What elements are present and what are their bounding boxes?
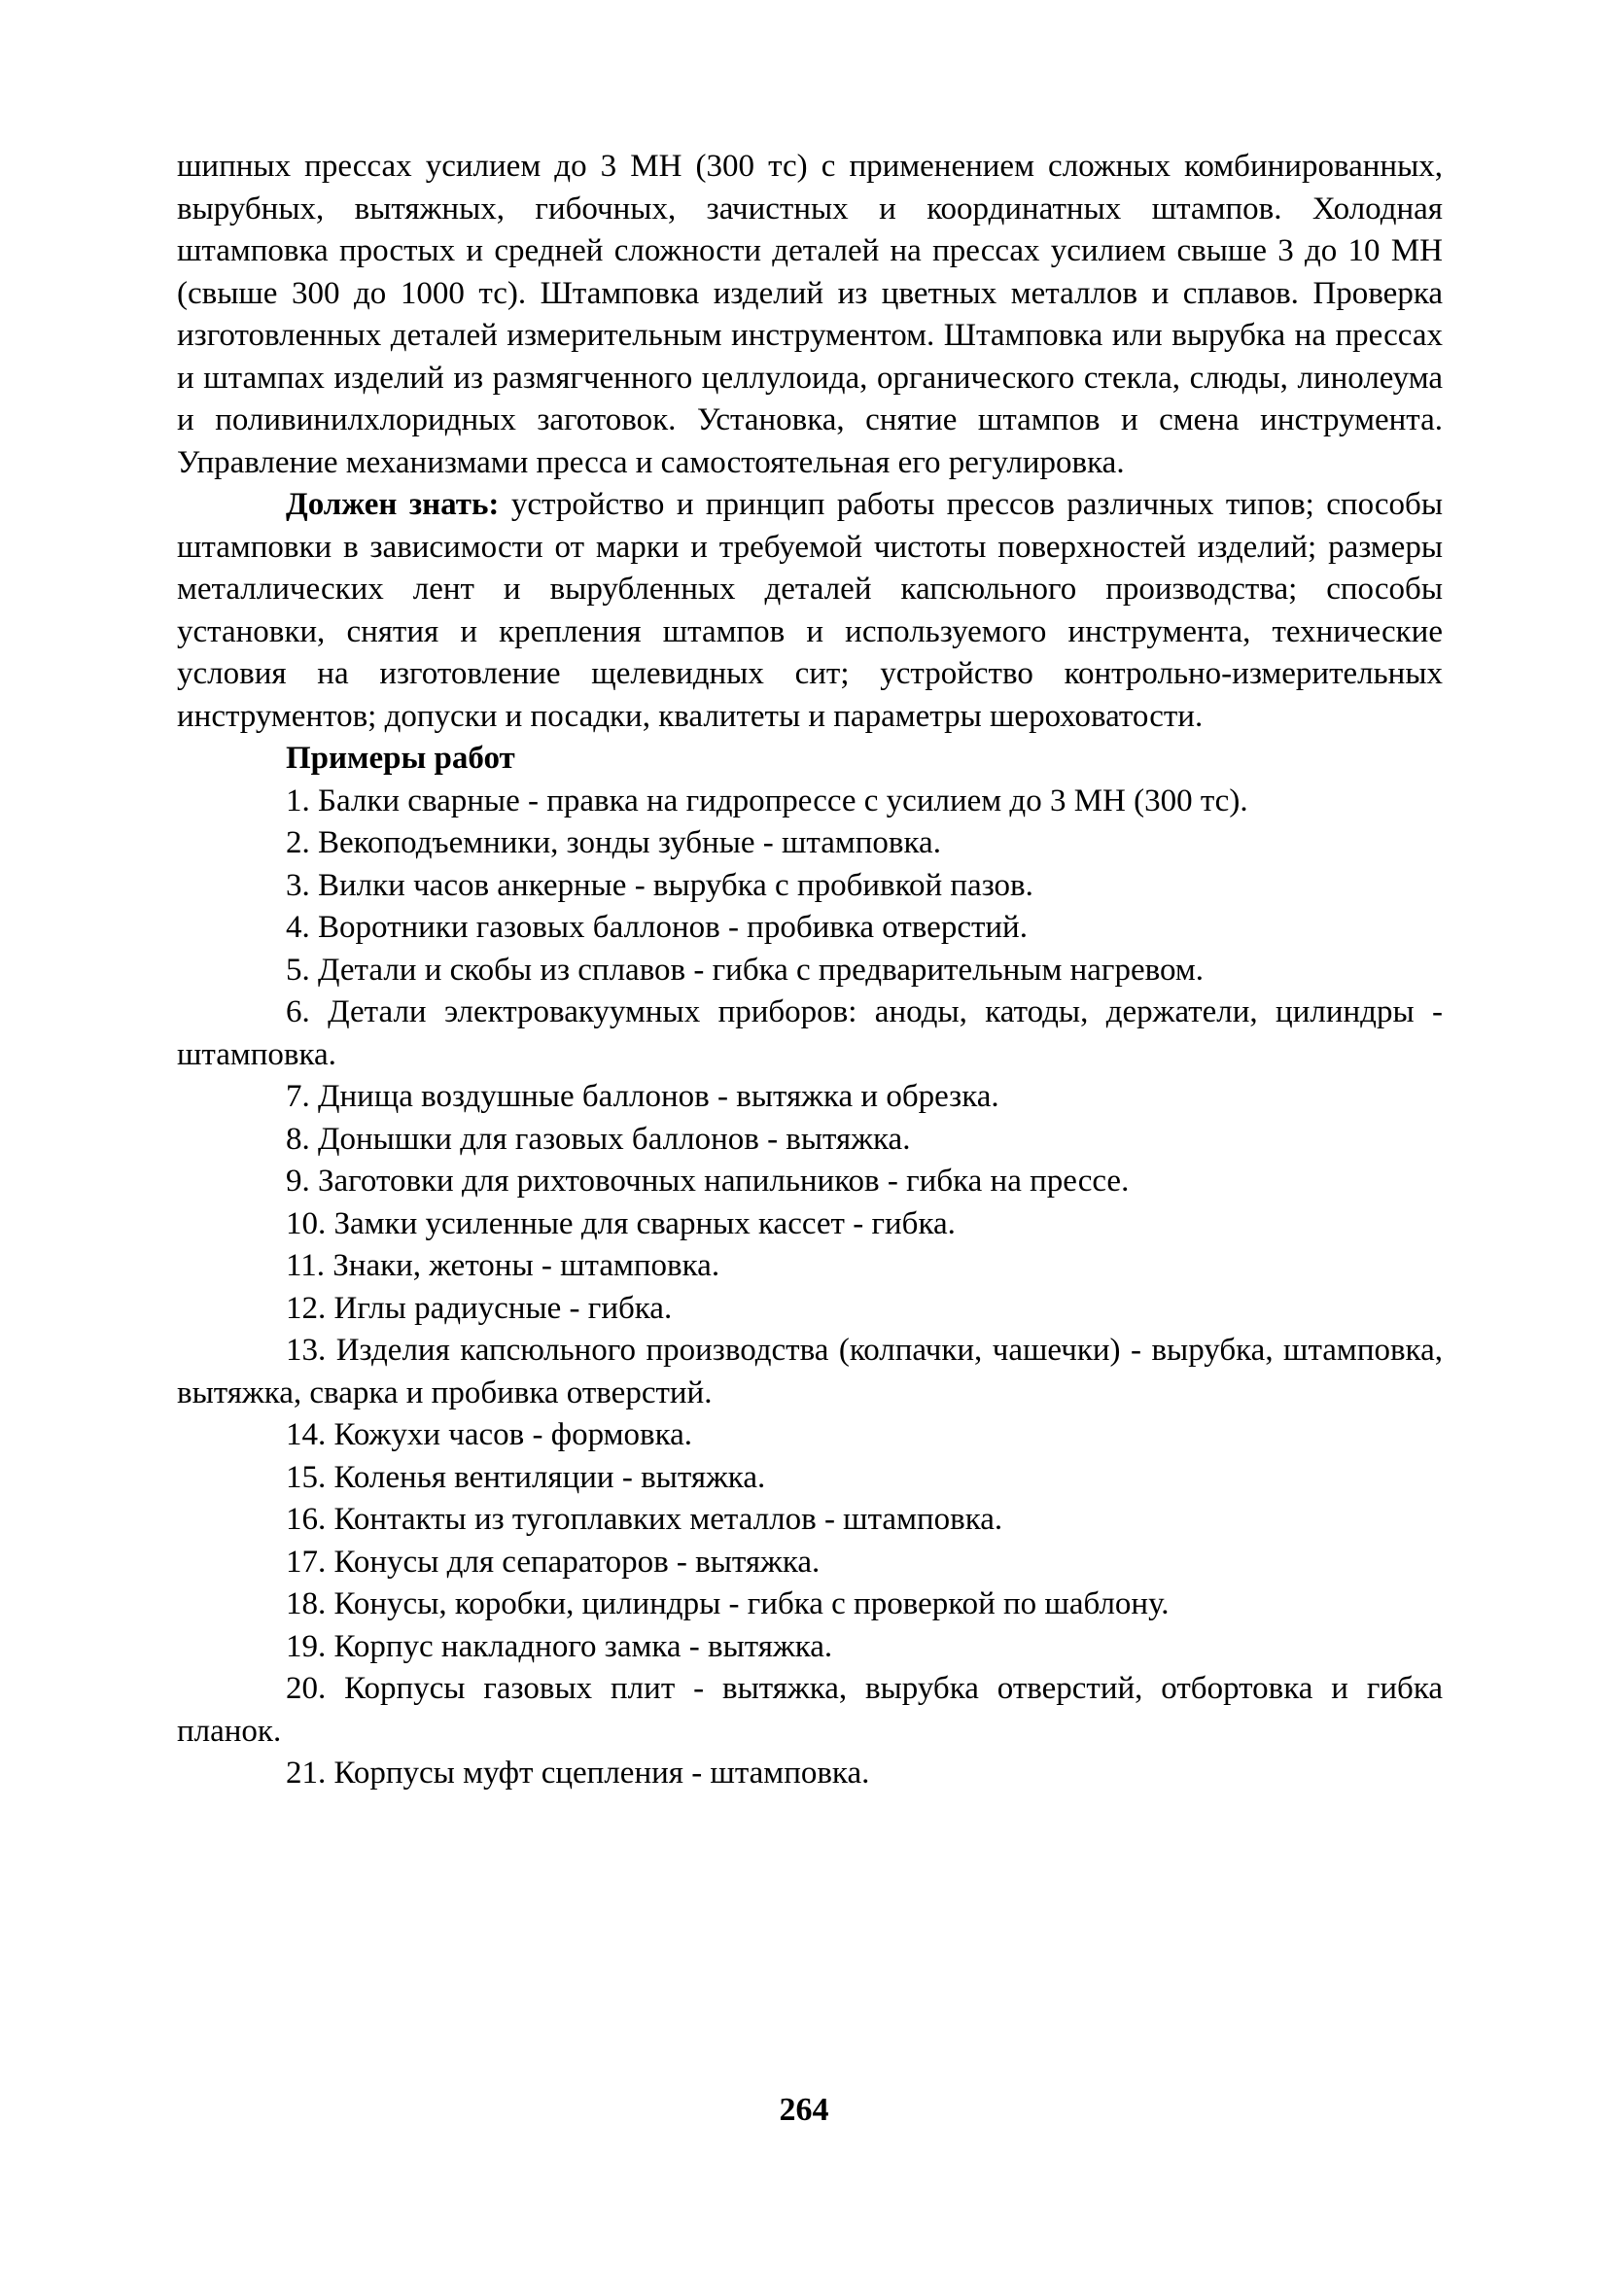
example-item: 19. Корпус накладного замка - вытяжка. [286,1628,833,1664]
example-item: 10. Замки усиленные для сварных кассет - гибка. [286,1205,956,1241]
example-item: 7. Днища воздушные баллонов - вытяжка и обрезка. [286,1079,999,1114]
example-item: 11. Знаки, жетоны - штамповка. [286,1248,720,1283]
must-know-text: устройство и принцип работы прессов различных типов; способы штамповки в зависимости от марки и требуемой чистоты поверхностей изделий; размеры металлических лент и вырубленных деталей капсюльного производства; способы установки, снятия и крепления штампов и используемого инструмента, технические условия на изготовление щелевидных сит; устройство контрольно-измерительных инструментов; допуски и посадки, квалитеты и параметры шероховатости. [177,487,1444,734]
must-know-paragraph [177,484,1443,738]
must-know-label: Должен знать: [286,487,500,522]
example-item: 17. Конусы для сепараторов - вытяжка. [286,1544,821,1580]
example-item: 4. Воротники газовых баллонов - пробивка отверстий. [286,910,1028,945]
example-item: 5. Детали и скобы из сплавов - гибка с предварительным нагревом. [286,952,1204,988]
example-item: 12. Иглы радиусные - гибка. [286,1290,673,1326]
example-item: 3. Вилки часов анкерные - вырубка с пробивкой пазов. [286,867,1033,903]
example-item: 16. Контакты из тугоплавких металлов - штамповка. [286,1502,1003,1537]
example-item: 14. Кожухи часов - формовка. [286,1417,692,1452]
examples-list [177,781,1443,1795]
page-number: 264 [779,2092,829,2128]
example-item: 8. Донышки для газовых баллонов - вытяжка. [286,1121,911,1157]
example-item: 6. Детали электровакуумных приборов: аноды, катоды, держатели, цилиндры - штамповка. [177,994,1443,1072]
intro-paragraph: шипных прессах усилием до 3 МН (300 тс) с применением сложных комбинированных, вырубных, вытяжных, гибочных, зачистных и координатных штампов. Холодная штамповка простых и средней сложности деталей на прессах усилием свыше 3 до 10 МН (свыше 300 до 1000 тс). Штамповка изделий из цветных металлов и сплавов. Проверка изготовленных деталей измерительным инструментом. Штамповка или вырубка на прессах и штампах изделий из размягченного целлулоида, органического стекла, слюды, линолеума и поливинилхлоридных заготовок. Установка, снятие штампов и смена инструмента. Управление механизмами пресса и самостоятельная его регулировка. [177,149,1443,480]
example-item: 15. Коленья вентиляции - вытяжка. [286,1459,766,1495]
examples-heading: Примеры работ [286,741,515,776]
example-item: 2. Векоподъемники, зонды зубные - штамповка. [286,825,941,860]
example-item: 18. Конусы, коробки, цилиндры - гибка с проверкой по шаблону. [286,1586,1170,1621]
example-item: 20. Корпусы газовых плит - вытяжка, вырубка отверстий, отбортовка и гибка планок. [177,1671,1443,1749]
example-item: 21. Корпусы муфт сцепления - штамповка. [286,1756,870,1791]
document-page [177,146,1443,1795]
example-item: 9. Заготовки для рихтовочных напильников - гибка на прессе. [286,1164,1130,1199]
example-item: 1. Балки сварные - правка на гидропрессе с усилием до 3 МН (300 тс). [286,783,1248,818]
example-item: 13. Изделия капсюльного производства (колпачки, чашечки) - вырубка, штамповка, вытяжка, сварка и пробивка отверстий. [177,1333,1443,1410]
